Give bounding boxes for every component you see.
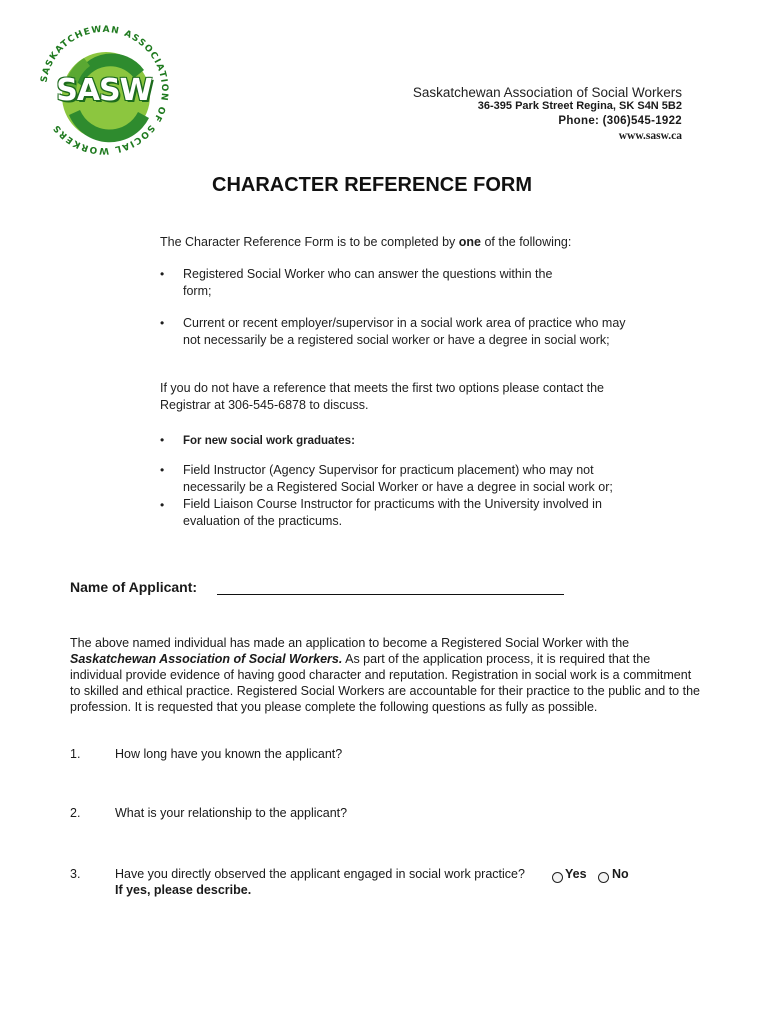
- page-title: CHARACTER REFERENCE FORM: [212, 174, 532, 196]
- no-radio[interactable]: [598, 872, 609, 883]
- yes-radio[interactable]: [552, 872, 563, 883]
- bullet: •: [160, 316, 165, 330]
- question-number: 2.: [70, 806, 81, 820]
- applicant-name-field[interactable]: [217, 594, 564, 595]
- question-text: Have you directly observed the applicant engaged in social work practice?: [115, 867, 525, 881]
- intro-text: The Character Reference Form is to be completed by one of the following:: [160, 235, 572, 249]
- graduates-heading: For new social work graduates:: [183, 435, 355, 447]
- org-name: Saskatchewan Association of Social Workers: [412, 85, 682, 100]
- bullet: •: [160, 433, 165, 447]
- option-field-instructor: Field Instructor (Agency Supervisor for practicum placement) who may not necessarily be a Registered Social Worker or have a degree in social work or;: [183, 463, 613, 494]
- intro-emphasis: one: [458, 235, 481, 249]
- option-field-liaison: Field Liaison Course Instructor for practicums with the University involved in evaluation of the practicums.: [183, 497, 602, 528]
- org-website[interactable]: www.sasw.ca: [618, 130, 682, 142]
- option-registered-sw: Registered Social Worker who can answer the questions within the form;: [183, 267, 553, 298]
- question-text: How long have you known the applicant?: [115, 747, 343, 761]
- logo-text: SASW: [56, 73, 152, 108]
- question-text: What is your relationship to the applicant?: [115, 806, 348, 820]
- question-follow-up: If yes, please describe.: [115, 883, 252, 897]
- question-number: 3.: [70, 867, 81, 881]
- body-paragraph: The above named individual has made an application to become a Registered Social Worker with the Saskatchewan Association of Social Workers. As part of the application process, it is required that the individual provide evidence of having good character and reputation. Registration in social work is a commitment to skilled and ethical practice. Registered Social Workers are accountable for their practice to the public and to the profession. It is requested that you please complete the following questions as fully as possible.: [70, 636, 700, 714]
- applicant-name-label: Name of Applicant:: [70, 579, 198, 595]
- question-number: 1.: [70, 747, 81, 761]
- yes-radio-label: Yes: [565, 867, 587, 881]
- org-emphasis: Saskatchewan Association of Social Workers.: [70, 652, 343, 666]
- org-phone: Phone: (306)545-1922: [558, 115, 682, 127]
- org-address: 36-395 Park Street Regina, SK S4N 5B2: [477, 100, 682, 112]
- no-radio-label: No: [612, 867, 629, 881]
- bullet: •: [160, 498, 165, 512]
- contact-note: If you do not have a reference that meets the first two options please contact the Registrar at 306-545-6878 to discuss.: [160, 381, 605, 412]
- bullet: •: [160, 463, 165, 477]
- option-employer: Current or recent employer/supervisor in a social work area of practice who may not necessarily be a registered social worker or have a degree in social work;: [183, 316, 626, 347]
- bullet: •: [160, 267, 165, 281]
- logo-ring-text: SASKATCHEWAN ASSOCIATION OF SOCIAL WORKERS: [39, 24, 170, 156]
